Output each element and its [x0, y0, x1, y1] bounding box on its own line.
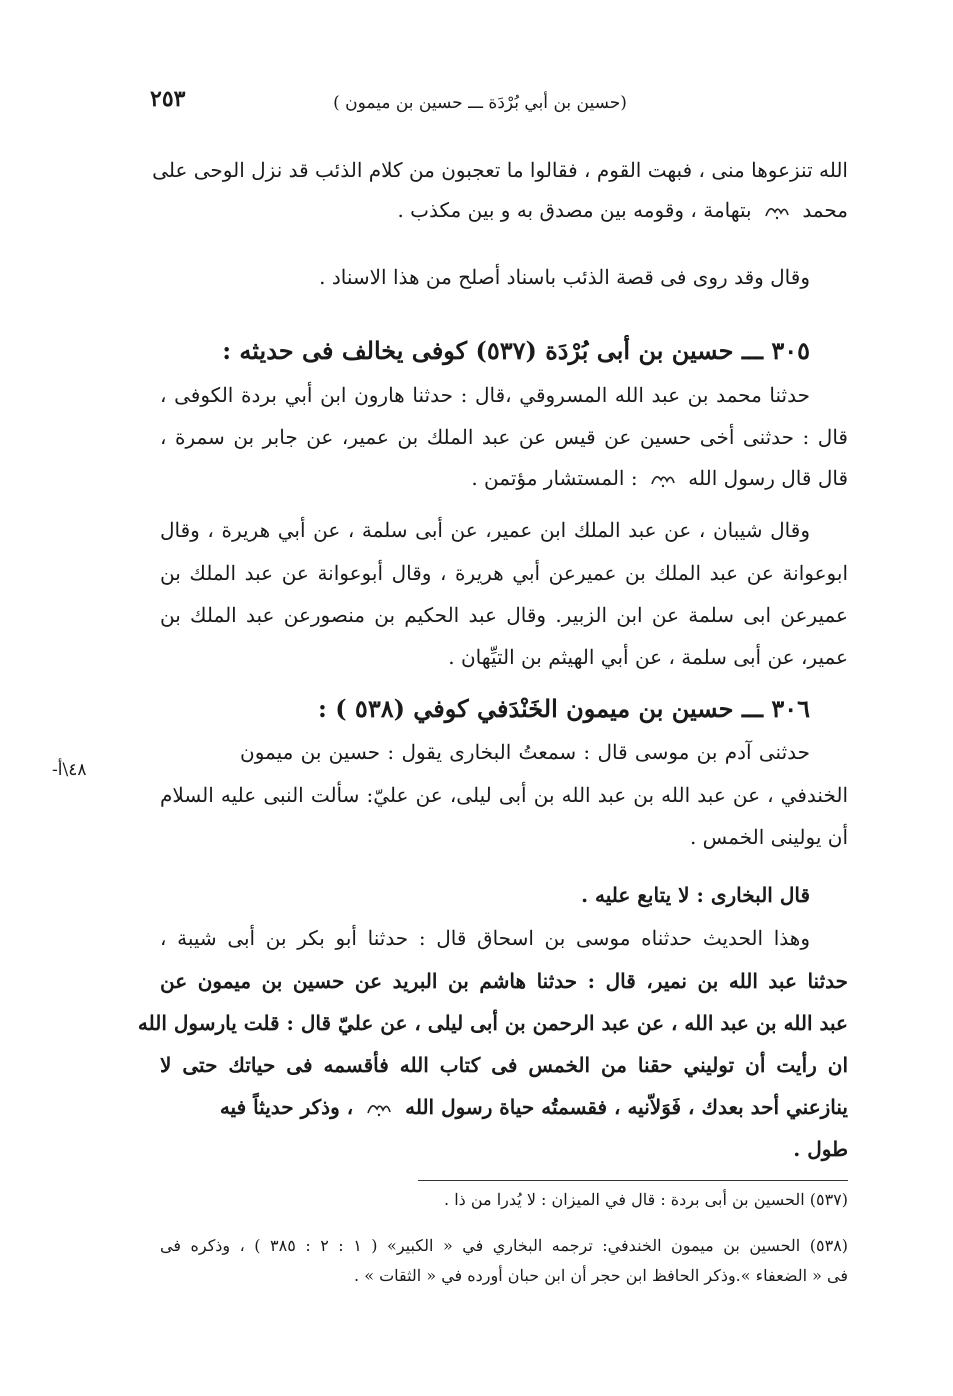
- manuscript-folio-note: ٤٨\أ-: [52, 760, 87, 780]
- text-line: أن يولينى الخمس .: [689, 825, 848, 849]
- text-line: الخندفي ، عن عبد الله بن عبد الله بن أبى ليلى، عن عليّ: سألت النبى عليه السلام: [160, 783, 848, 807]
- text-line: [160, 1092, 848, 1122]
- text-segment: قال قال رسول الله: [688, 466, 848, 490]
- entry-305-heading: ٣٠٥ ـــ حسين بن أبى بُرْدَة (٥٣٧) كوفى يخالف فى حديثه :: [222, 336, 810, 365]
- honorific-seal-icon: [764, 202, 790, 222]
- footnote-538-line-2: فى « الضعفاء ».وذكر الحافظ ابن حجر أن ابن حبان أورده في « الثقات » .: [354, 1266, 848, 1285]
- text-line: ان رأيت أن توليني حقنا من الخمس فى كتاب الله فأقسمه فى حياتك حتى لا: [160, 1053, 849, 1077]
- honorific-seal-icon: [650, 470, 676, 490]
- text-line: حدثنى آدم بن موسى قال : سمعتُ البخارى يقول : حسين بن ميمون: [240, 740, 810, 764]
- page-number: ٢٥٣: [150, 86, 186, 112]
- text-line: [466, 463, 848, 493]
- text-line: ابوعوانة عن عبد الملك بن عميرعن أبي هريرة ، وقال أبوعوانة عن عبد الملك بن: [160, 561, 848, 585]
- text-line: قال البخارى : لا يتابع عليه .: [581, 883, 810, 907]
- text-line: الله تنزعوها منى ، فبهت القوم ، فقالوا ما تعجبون من كلام الذئب قد نزل الوحى على: [152, 158, 848, 182]
- text-line: عميرعن ابى سلمة عن ابن الزبير. وقال عبد الحكيم بن منصورعن عبد الملك بن: [160, 603, 848, 627]
- text-line: وقال شيبان ، عن عبد الملك ابن عمير، عن أبى سلمة ، عن أبي هريرة ، وقال: [160, 518, 810, 542]
- text-segment: ينازعني أحد بعدك ، فَوَلاّنيه ، فقسمتُه حياة رسول الله: [405, 1095, 848, 1119]
- entry-306-heading: ٣٠٦ ـــ حسين بن ميمون الخَنْدَفي كوفي (٥٣٨ ) :: [317, 694, 810, 723]
- footnote-538-line-1: (٥٣٨) الحسين بن ميمون الخندفي: ترجمه البخاري في « الكبير» ( ١ : ٢ : ٣٨٥ ) ، وذكره فى: [160, 1236, 849, 1255]
- footnote-separator: [418, 1180, 848, 1181]
- honorific-seal-icon: [366, 1099, 392, 1119]
- text-line: عمير، عن أبى سلمة ، عن أبي الهيثم بن التيِّهان .: [448, 645, 848, 669]
- text-line: عبد الله بن عبد الله ، عن عبد الرحمن بن أبى ليلى ، عن عليّ قال : قلت يارسول الله: [137, 1011, 848, 1035]
- running-title: (حسين بن أبي بُرْدَة ـــ حسين بن ميمون ): [333, 93, 627, 113]
- text-line: حدثنا محمد بن عبد الله المسروقي ،قال : حدثنا هارون ابن أبي بردة الكوفى ،: [160, 383, 810, 407]
- text-segment: ، وذكر حديثاً فيه: [219, 1095, 354, 1119]
- text-segment: محمد: [802, 198, 848, 222]
- text-line: طول .: [793, 1137, 848, 1161]
- text-line: [388, 195, 848, 225]
- text-line: قال : حدثنى أخى حسين عن قيس عن عبد الملك بن عمير، عن جابر بن سمرة ،: [160, 425, 848, 449]
- text-segment: بتهامة ، وقومه بين مصدق به و بين مكذب .: [397, 198, 752, 222]
- text-segment: : المستشار مؤتمن .: [471, 466, 638, 490]
- footnote-537: (٥٣٧) الحسين بن أبى بردة : قال في الميزان : لا يُدرا من ذا .: [444, 1190, 848, 1209]
- text-line: وقال وقد روى فى قصة الذئب باسناد أصلح من هذا الاسناد .: [319, 265, 810, 289]
- text-line: حدثنا عبد الله بن نمير، قال : حدثنا هاشم بن البريد عن حسين بن ميمون عن: [160, 969, 848, 993]
- text-line: وهذا الحديث حدثناه موسى بن اسحاق قال : حدثنا أبو بكر بن أبى شيبة ،: [160, 926, 810, 950]
